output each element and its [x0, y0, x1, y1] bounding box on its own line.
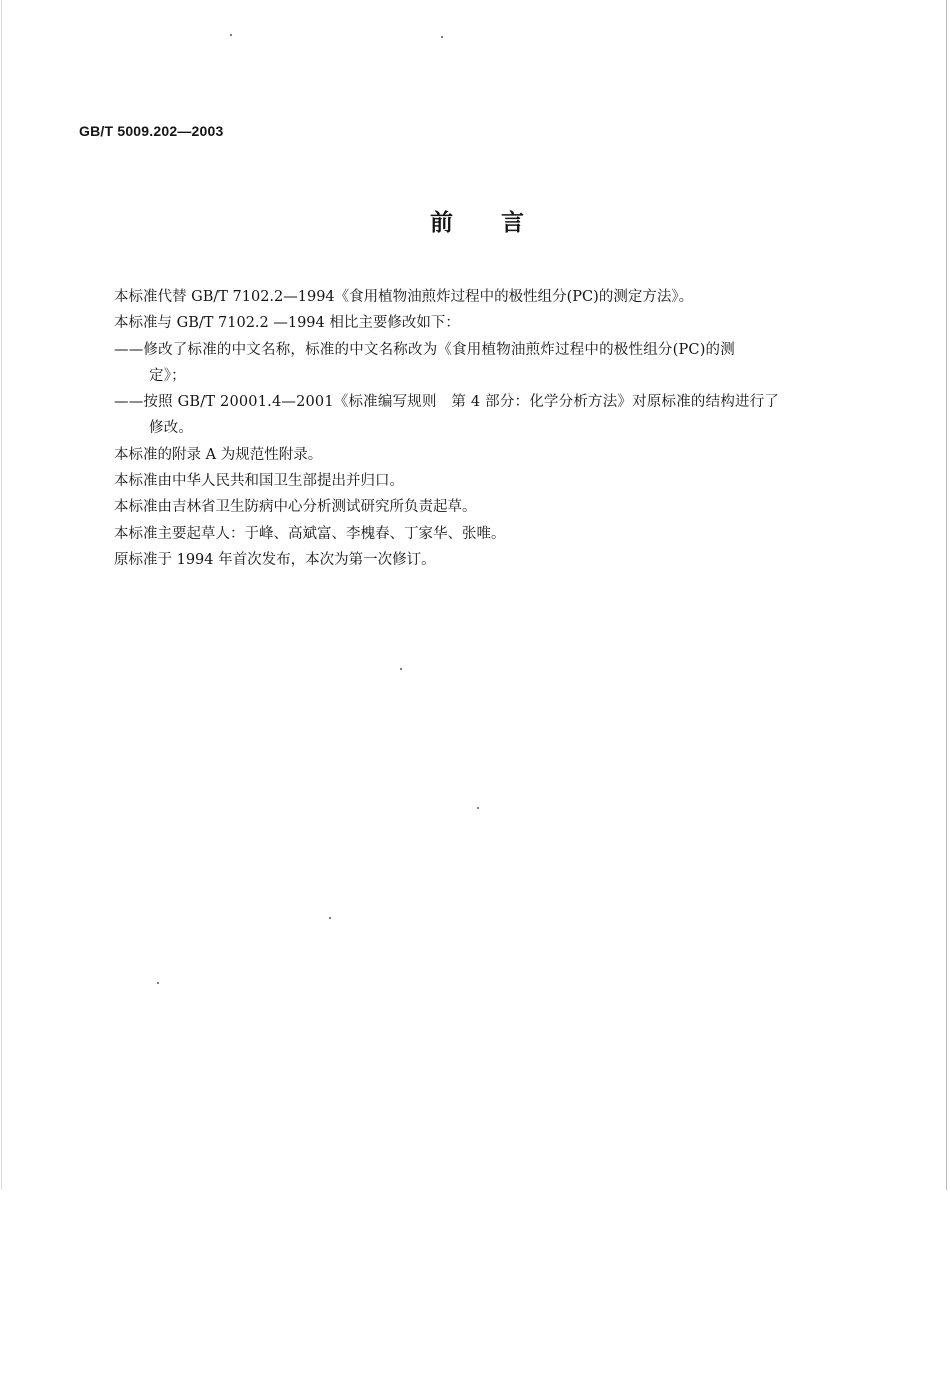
paragraph-drafters: 本标准主要起草人：于峰、高斌富、李槐春、丁家华、张唯。 [114, 525, 506, 542]
scan-speck [157, 982, 159, 984]
paragraph-replaces: 本标准代替 GB/T 7102.2—1994《食用植物油煎炸过程中的极性组分(PC)的测定方法》。 [114, 289, 694, 305]
change-item-line: ——修改了标准的中文名称，标准的中文名称改为《食用植物油煎炸过程中的极性组分(PC)的测 [114, 341, 735, 358]
paragraph-drafting-unit: 本标准由吉林省卫生防病中心分析测试研究所负责起草。 [114, 499, 477, 516]
paragraph-annex: 本标准的附录 A 为规范性附录。 [114, 446, 323, 463]
change-item-continuation: 定》； [149, 367, 186, 384]
change-item [114, 337, 834, 390]
scan-speck [230, 34, 232, 36]
page-title: 前言 [430, 210, 572, 236]
foreword-body [114, 284, 834, 573]
scan-edge-right [946, 0, 947, 1190]
paragraph-proposer: 本标准由中华人民共和国卫生部提出并归口。 [114, 473, 404, 490]
scan-speck [329, 917, 331, 919]
scan-edge-left [1, 0, 2, 1190]
scan-speck [441, 36, 443, 38]
change-item-continuation: 修改。 [149, 420, 194, 437]
scan-speck [477, 807, 479, 809]
change-item-line: ——按照 GB/T 20001.4—2001《标准编写规则 第 4 部分：化学分析方法》对原标准的结构进行了 [114, 394, 780, 411]
paragraph-history: 原标准于 1994 年首次发布，本次为第一次修订。 [114, 551, 436, 568]
paragraph-changes-intro: 本标准与 GB/T 7102.2 —1994 相比主要修改如下： [114, 315, 460, 332]
scan-speck [400, 668, 402, 670]
standard-code: GB/T 5009.202—2003 [79, 123, 224, 139]
change-item [114, 389, 834, 442]
